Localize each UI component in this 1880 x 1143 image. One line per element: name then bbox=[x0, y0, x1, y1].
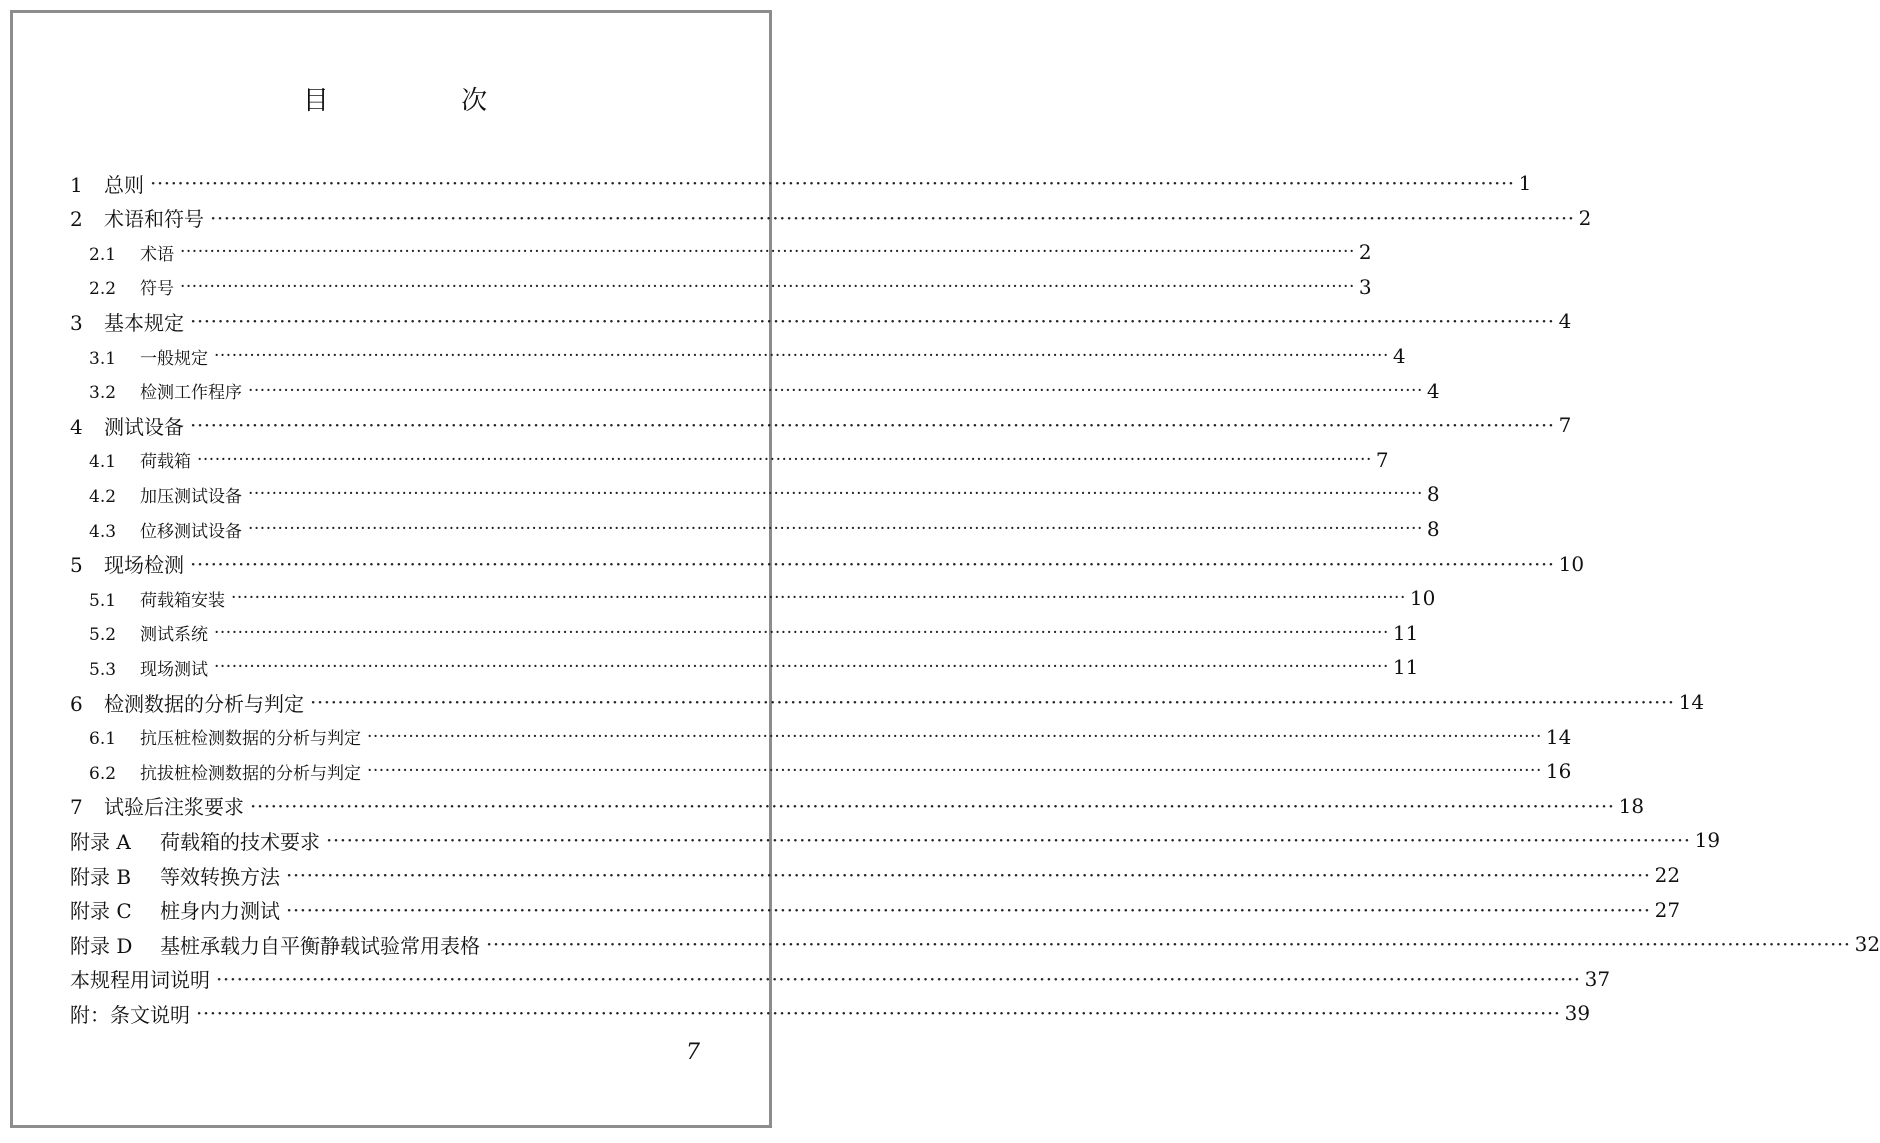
toc-entry[interactable] bbox=[0, 166, 1532, 200]
page-number: 7 bbox=[686, 1040, 700, 1065]
toc-dot-leader: ······································································································································································································· bbox=[250, 793, 1615, 818]
toc-dot-leader: ······································································································································································································· bbox=[248, 380, 1423, 401]
toc-entry-number: 7 bbox=[70, 795, 83, 820]
toc-entry-title: 测试设备 bbox=[104, 414, 184, 439]
toc-entry-heading bbox=[70, 411, 184, 440]
toc-entry-heading bbox=[70, 549, 184, 578]
toc-entry-title: 荷载箱 bbox=[140, 452, 191, 473]
page-title: 目 次 bbox=[302, 86, 550, 116]
toc-entry-page: 4 bbox=[1558, 309, 1572, 334]
toc-entry-heading bbox=[70, 688, 304, 717]
toc-entry-number: 6.2 bbox=[89, 763, 117, 784]
toc-entry-heading bbox=[89, 274, 174, 299]
toc-entry-title: 桩身内力测试 bbox=[160, 899, 280, 924]
toc-entry-page: 14 bbox=[1545, 724, 1572, 749]
toc-entry-page: 37 bbox=[1584, 966, 1611, 991]
toc-entry[interactable] bbox=[0, 581, 1436, 615]
toc-entry[interactable] bbox=[0, 512, 1440, 546]
toc-entry-title: 测试系统 bbox=[140, 625, 208, 646]
toc-entry-page: 27 bbox=[1654, 897, 1681, 922]
toc-entry-title: 术语 bbox=[140, 244, 174, 265]
toc-entry-number: 附录 C bbox=[70, 899, 132, 924]
toc-entry-page: 22 bbox=[1654, 863, 1681, 887]
toc-entry-heading bbox=[70, 169, 144, 198]
toc-entry-heading bbox=[70, 930, 480, 959]
toc-entry-number: 4.2 bbox=[89, 486, 117, 507]
toc-entry-title: 检测工作程序 bbox=[140, 383, 242, 404]
toc-entry-number: 6 bbox=[70, 691, 83, 716]
toc-entry-page: 8 bbox=[1426, 482, 1440, 507]
toc-dot-leader: ······································································································································································································· bbox=[190, 551, 1555, 576]
toc-entry-heading bbox=[89, 378, 242, 403]
toc-entry-heading bbox=[70, 964, 210, 993]
toc-dot-leader: ······································································································································································································· bbox=[367, 761, 1542, 782]
toc-entry[interactable] bbox=[0, 789, 1645, 823]
toc-entry-number: 4.1 bbox=[89, 452, 117, 473]
toc-entry-heading bbox=[89, 724, 361, 749]
toc-entry-number: 3.2 bbox=[89, 383, 117, 404]
toc-entry-page: 10 bbox=[1558, 551, 1585, 576]
toc-entry-heading bbox=[89, 447, 191, 472]
toc-entry[interactable] bbox=[0, 374, 1440, 408]
toc-entry-heading bbox=[89, 586, 225, 611]
toc-entry[interactable] bbox=[0, 201, 1592, 235]
toc-entry-heading bbox=[89, 482, 242, 507]
toc-entry-title: 抗拔桩检测数据的分析与判定 bbox=[140, 763, 361, 784]
toc-entry-heading bbox=[89, 240, 174, 265]
toc-entry-title: 抗压桩检测数据的分析与判定 bbox=[140, 729, 361, 750]
toc-dot-leader: ······································································································································································································· bbox=[248, 484, 1423, 505]
toc-entry-number: 3 bbox=[70, 310, 83, 335]
toc-entry-title: 加压测试设备 bbox=[140, 486, 242, 507]
toc-entry-title: 基本规定 bbox=[104, 310, 184, 335]
toc-entry-heading bbox=[70, 861, 280, 890]
toc-entry-number: 5.3 bbox=[89, 659, 117, 680]
toc-entry-title: 基桩承载力自平衡静载试验常用表格 bbox=[160, 933, 480, 958]
toc-entry-page: 11 bbox=[1392, 655, 1419, 680]
toc-dot-leader: ······································································································································································································· bbox=[286, 863, 1651, 887]
toc-entry[interactable] bbox=[0, 823, 1721, 857]
toc-entry-title: 等效转换方法 bbox=[160, 864, 280, 889]
toc-entry-number: 4.3 bbox=[89, 521, 117, 542]
toc-dot-leader: ······································································································································································································· bbox=[367, 726, 1542, 747]
toc-entry[interactable] bbox=[0, 996, 1591, 1030]
toc-entry-number: 附录 D bbox=[70, 933, 133, 958]
toc-entry-page: 32 bbox=[1854, 932, 1880, 957]
toc-dot-leader: ······································································································································································································· bbox=[326, 828, 1691, 853]
toc-entry-page: 11 bbox=[1392, 620, 1419, 645]
toc-entry-heading bbox=[89, 517, 242, 542]
toc-entry-heading bbox=[89, 620, 208, 645]
toc-entry-heading bbox=[70, 826, 320, 855]
toc-entry[interactable] bbox=[0, 408, 1572, 442]
toc-entry-heading bbox=[89, 344, 208, 369]
toc-entry-title: 术语和符号 bbox=[104, 207, 204, 232]
toc-entry-number: 附录 B bbox=[70, 864, 132, 889]
toc-entry-title: 现场测试 bbox=[140, 659, 208, 680]
toc-entry-number: 2.1 bbox=[89, 244, 117, 265]
toc-entry-number: 附录 A bbox=[70, 829, 131, 854]
toc-entry-page: 18 bbox=[1618, 793, 1645, 818]
toc-entry-page: 10 bbox=[1409, 586, 1436, 611]
toc-entry-page: 2 bbox=[1578, 205, 1592, 230]
toc-entry-page: 7 bbox=[1375, 447, 1389, 472]
toc-entry-heading bbox=[70, 999, 190, 1028]
toc-entry[interactable] bbox=[0, 477, 1440, 511]
toc-entry[interactable] bbox=[0, 685, 1705, 719]
toc-entry-title: 符号 bbox=[140, 279, 174, 300]
toc-entry-heading bbox=[70, 307, 184, 336]
toc-dot-leader: ······································································································································································································· bbox=[210, 205, 1575, 230]
toc-dot-leader: ······································································································································································································· bbox=[197, 449, 1372, 470]
toc-entry-title: 总则 bbox=[104, 172, 144, 197]
toc-entry-heading bbox=[70, 895, 280, 924]
toc-entry-title: 荷载箱安装 bbox=[140, 590, 225, 611]
toc-entry-heading bbox=[89, 759, 361, 784]
toc-entry-title: 现场检测 bbox=[104, 553, 184, 578]
toc-dot-leader: ······································································································································································································· bbox=[190, 413, 1555, 438]
toc-entry[interactable] bbox=[0, 270, 1372, 304]
toc-entry-page: 16 bbox=[1545, 759, 1572, 784]
toc-entry-number: 1 bbox=[70, 172, 83, 197]
toc-entry-title: 试验后注浆要求 bbox=[104, 795, 244, 820]
toc-entry-number: 4 bbox=[70, 414, 83, 439]
toc-entry-number: 2 bbox=[70, 207, 83, 232]
toc-entry-title: 附：条文说明 bbox=[70, 1002, 190, 1027]
toc-entry-title: 检测数据的分析与判定 bbox=[104, 691, 304, 716]
toc-entry-number: 2.2 bbox=[89, 279, 117, 300]
toc-entry-page: 2 bbox=[1358, 240, 1372, 265]
toc-entry[interactable] bbox=[0, 616, 1419, 650]
toc-entry-title: 一般规定 bbox=[140, 348, 208, 369]
toc-entry-heading bbox=[70, 791, 244, 820]
toc-entry-page: 8 bbox=[1426, 517, 1440, 541]
toc-dot-leader: ······································································································································································································· bbox=[196, 1001, 1561, 1026]
toc-dot-leader: ······································································································································································································· bbox=[286, 897, 1651, 922]
toc-entry-number: 5.1 bbox=[89, 590, 117, 611]
toc-entry-page: 19 bbox=[1694, 828, 1721, 853]
toc-dot-leader: ······································································································································································································· bbox=[310, 690, 1675, 714]
toc-entry[interactable] bbox=[0, 754, 1572, 788]
toc-entry[interactable] bbox=[0, 304, 1572, 338]
toc-dot-leader: ······································································································································································································· bbox=[248, 519, 1423, 539]
toc-entry-number: 6.1 bbox=[89, 729, 117, 750]
toc-entry-page: 4 bbox=[1392, 344, 1406, 368]
toc-entry[interactable] bbox=[0, 927, 1880, 961]
toc-entry-number: 5 bbox=[70, 553, 83, 578]
toc-dot-leader: ······································································································································································································· bbox=[180, 276, 1355, 297]
toc-entry[interactable] bbox=[0, 858, 1681, 892]
toc-dot-leader: ······································································································································································································· bbox=[150, 171, 1515, 195]
toc-entry-page: 39 bbox=[1564, 1001, 1591, 1026]
toc-dot-leader: ······································································································································································································· bbox=[214, 657, 1389, 678]
toc-entry[interactable] bbox=[0, 443, 1389, 477]
toc-entry-page: 4 bbox=[1426, 378, 1440, 403]
toc-dot-leader: ······································································································································································································· bbox=[214, 346, 1389, 366]
toc-entry-number: 3.1 bbox=[89, 348, 117, 369]
toc-dot-leader: ······································································································································································································· bbox=[486, 932, 1851, 957]
toc-dot-leader: ······································································································································································································· bbox=[180, 242, 1355, 263]
toc-dot-leader: ······································································································································································································· bbox=[231, 588, 1406, 609]
toc-dot-leader: ······································································································································································································· bbox=[214, 622, 1389, 643]
toc-entry-number: 5.2 bbox=[89, 625, 117, 646]
toc-dot-leader: ······································································································································································································· bbox=[190, 309, 1555, 334]
toc-entry[interactable] bbox=[0, 547, 1585, 581]
toc-entry[interactable] bbox=[0, 650, 1419, 684]
toc-entry-page: 7 bbox=[1558, 413, 1572, 438]
toc-entry[interactable] bbox=[0, 720, 1572, 754]
toc-entry-page: 3 bbox=[1358, 274, 1372, 299]
toc-entry-heading bbox=[89, 655, 208, 680]
toc-entry-title: 位移测试设备 bbox=[140, 521, 242, 542]
toc-entry[interactable] bbox=[0, 339, 1406, 373]
toc-entry[interactable] bbox=[0, 235, 1372, 269]
toc-entry[interactable] bbox=[0, 893, 1681, 927]
toc-entry-page: 1 bbox=[1518, 171, 1532, 195]
table-of-contents bbox=[0, 166, 1880, 1027]
toc-entry-heading bbox=[70, 203, 204, 232]
toc-entry-page: 14 bbox=[1678, 690, 1705, 714]
toc-entry[interactable] bbox=[0, 962, 1611, 996]
toc-entry-title: 本规程用词说明 bbox=[70, 968, 210, 993]
toc-dot-leader: ······································································································································································································· bbox=[216, 966, 1581, 991]
toc-entry-title: 荷载箱的技术要求 bbox=[160, 829, 320, 854]
